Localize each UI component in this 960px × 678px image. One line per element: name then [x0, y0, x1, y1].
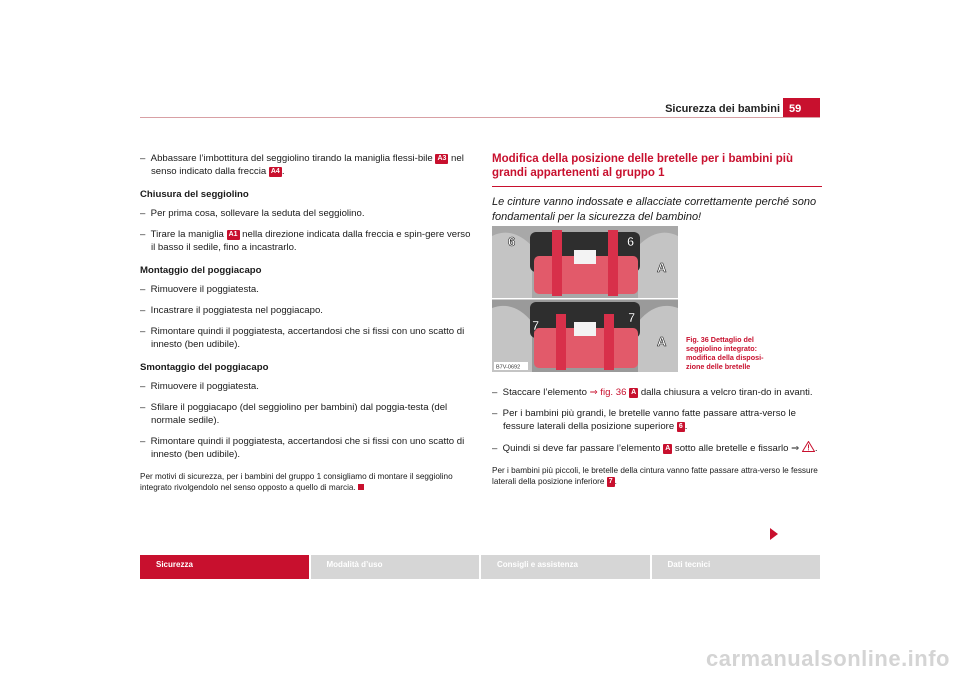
callout-badge: A4 [270, 168, 280, 175]
small-children-note: Per i bambini più piccoli, le bretelle della cintura vanno fatte passare attra-verso le fessure laterali della posizione inferiore 7 . [492, 466, 818, 486]
callout-badge: 7 [608, 478, 613, 485]
label-7-left: 7 [532, 318, 540, 333]
header-divider [140, 117, 820, 118]
label-7-right: 7 [628, 310, 636, 325]
page-number: 59 [783, 98, 820, 118]
safety-note: Per motivi di sicurezza, per i bambini del gruppo 1 consigliamo di montare il seggiolino integrato rivolgendolo nel senso opposto a quello di marcia. [140, 472, 453, 492]
running-header-title: Sicurezza dei bambini [665, 103, 780, 115]
label-6-right: 6 [627, 234, 635, 249]
continue-arrow-icon[interactable] [770, 528, 778, 540]
list-item: – Rimuovere il poggiatesta. [140, 284, 259, 295]
subheading: Montaggio del poggiacapo [140, 265, 262, 276]
list-item: – Rimuovere il poggiatesta. [140, 381, 259, 392]
footer-tab-consigli[interactable]: Consigli e assistenza [481, 555, 650, 579]
footer-tab-modalita-uso[interactable]: Modalità d’uso [311, 555, 480, 579]
list-item: – Rimontare quindi il poggiatesta, accertandosi che si fissi con uno scatto di innesto (ben udibile). [140, 436, 465, 460]
footer-tab-sicurezza[interactable]: Sicurezza [140, 555, 309, 579]
footer-nav [140, 555, 820, 579]
subheading: Smontaggio del poggiacapo [140, 362, 269, 373]
right-column-steps [492, 386, 822, 487]
callout-badge: 6 [678, 423, 683, 430]
figure-code: B7V-0692 [496, 364, 521, 371]
footer-tab-dati-tecnici[interactable]: Dati tecnici [652, 555, 821, 579]
list-item: – Rimontare quindi il poggiatesta, accertandosi che si fissi con uno scatto di innesto (ben udibile). [140, 326, 465, 350]
callout-badge: A3 [437, 155, 447, 162]
list-item: – Quindi si deve far passare l’elemento A sotto alle bretelle e fissarlo ⇒ . [492, 443, 818, 454]
left-column [140, 152, 472, 493]
label-a-top: A [657, 260, 667, 275]
callout-badge: A [665, 445, 671, 452]
callout-badge: A1 [228, 231, 238, 238]
right-column [492, 152, 822, 231]
label-6-left: 6 [508, 234, 516, 249]
subheading: Chiusura del seggiolino [140, 189, 249, 200]
section-heading: Modifica della posizione delle bretelle per i bambini più grandi appartenenti al gruppo 1 [492, 152, 822, 187]
list-item: – Abbassare l’imbottitura del seggiolino tirando la maniglia flessi-bile A3 nel senso indicato dalla freccia A4 . [140, 153, 464, 177]
lead-text: Le cinture vanno indossate e allacciate correttamente perché sono fondamentali per la sicurezza del bambino! [492, 196, 817, 223]
list-item: – Per i bambini più grandi, le bretelle vanno fatte passare attra-verso le fessure laterali della posizione superiore 6 . [492, 408, 796, 432]
list-item: – Sfilare il poggiacapo (del seggiolino per bambini) dal poggia-testa (del normale sedile). [140, 402, 448, 426]
figure-caption: Fig. 36 Dettaglio del seggiolino integrato: modifica della disposi-zione delle bretelle [686, 335, 764, 371]
label-a-bottom: A [657, 334, 667, 349]
list-item: – Staccare l’elemento ⇒ fig. 36 A dalla chiusura a velcro tiran-do in avanti. [492, 387, 813, 398]
list-item: – Incastrare il poggiatesta nel poggiacapo. [140, 305, 323, 316]
watermark: carmanualsonline.info [706, 646, 950, 671]
list-item: – Per prima cosa, sollevare la seduta del seggiolino. [140, 208, 365, 219]
list-item: – Tirare la maniglia A1 nella direzione indicata dalla freccia e spin-gere verso il basso il sedile, fino a incastrarlo. [140, 229, 471, 253]
figure-36-illustration [492, 226, 678, 372]
warning-triangle-icon[interactable] [802, 441, 815, 452]
callout-badge: A [631, 389, 637, 396]
figure-link[interactable]: ⇒ fig. 36 [589, 387, 627, 398]
end-marker-icon [358, 484, 364, 490]
